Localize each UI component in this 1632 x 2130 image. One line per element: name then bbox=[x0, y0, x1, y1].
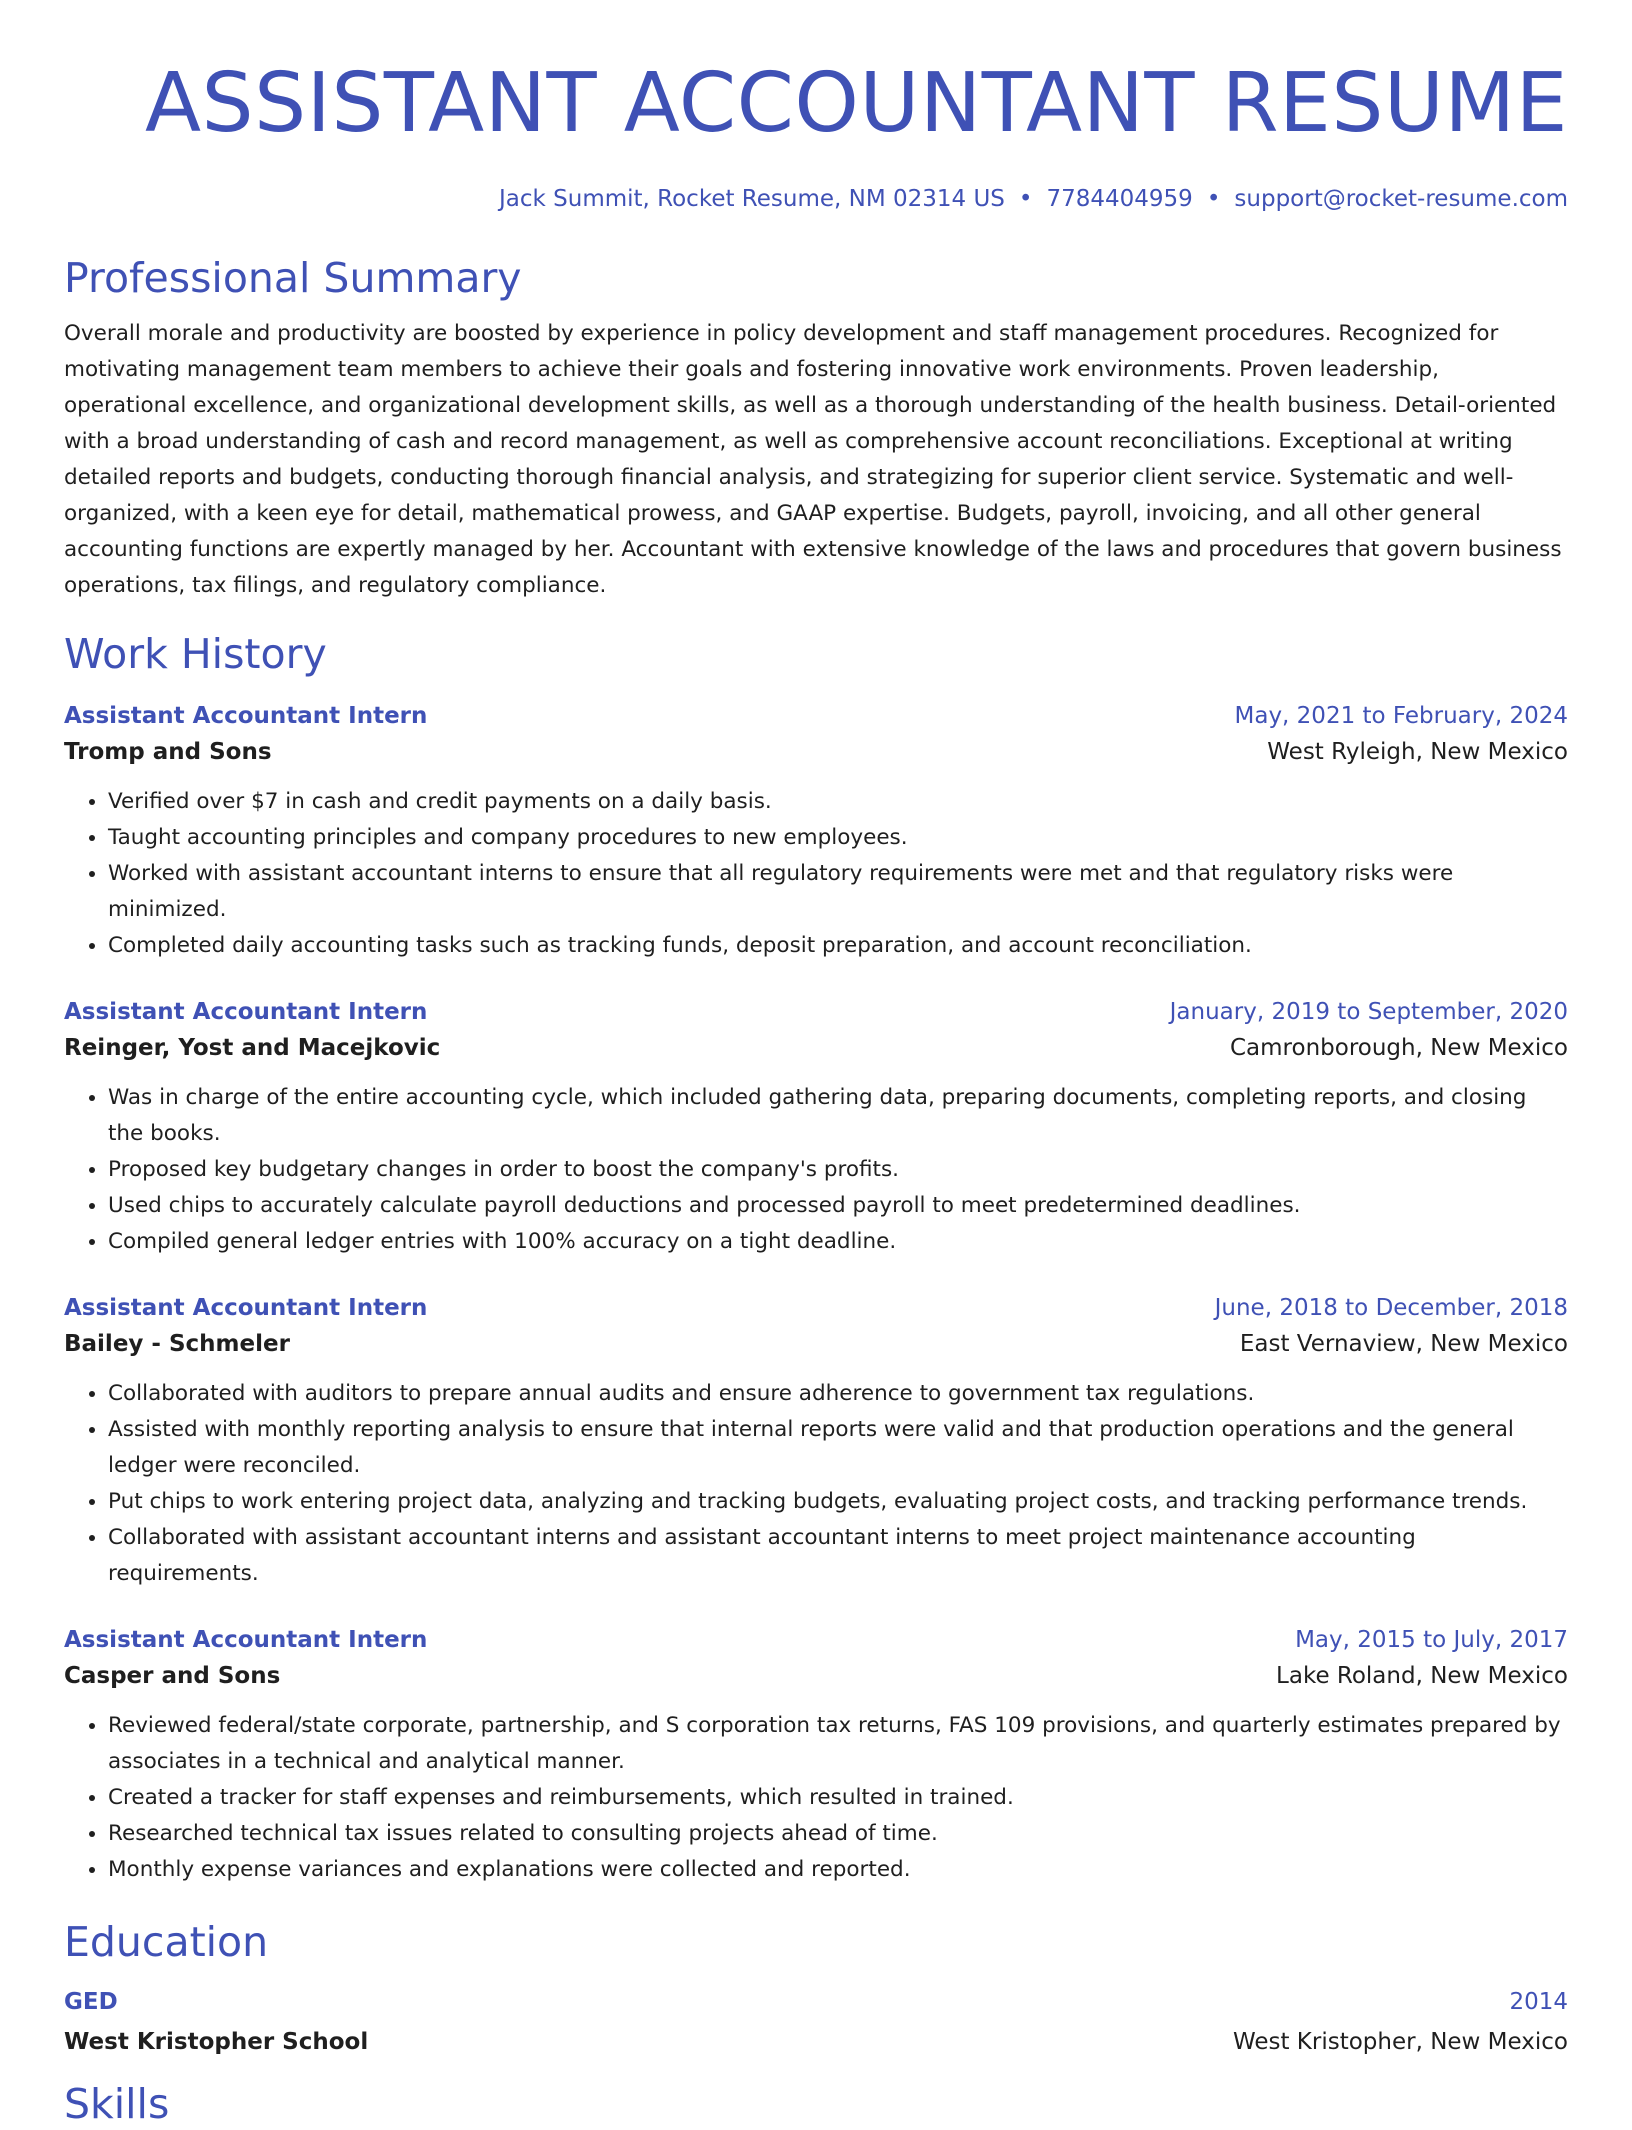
job-location: Lake Roland, New Mexico bbox=[1276, 1663, 1568, 1689]
job-title: Assistant Accountant Intern bbox=[64, 999, 428, 1025]
job-dates: May, 2021 to February, 2024 bbox=[1234, 703, 1568, 729]
job-location: East Vernaview, New Mexico bbox=[1239, 1331, 1568, 1357]
contact-line bbox=[64, 184, 1568, 214]
job-dates: May, 2015 to July, 2017 bbox=[1295, 1627, 1568, 1653]
company-name: Casper and Sons bbox=[64, 1663, 281, 1689]
job-bullet: • Researched technical tax issues related to consulting projects ahead of time. bbox=[108, 1816, 1568, 1852]
job-bullet: • Used chips to accurately calculate payroll deductions and processed payroll to meet predetermined deadlines. bbox=[108, 1188, 1568, 1224]
job-location: Camronborough, New Mexico bbox=[1229, 1035, 1568, 1061]
degree: GED bbox=[64, 1989, 118, 2015]
job-bullet: • Put chips to work entering project data, analyzing and tracking budgets, evaluating project costs, and tracking performance trends. bbox=[108, 1484, 1568, 1520]
job-bullets bbox=[64, 784, 1568, 964]
company-name: Reinger, Yost and Macejkovic bbox=[64, 1035, 441, 1061]
job-location: West Ryleigh, New Mexico bbox=[1267, 739, 1568, 765]
job-bullet: • Created a tracker for staff expenses and reimbursements, which resulted in trained. bbox=[108, 1780, 1568, 1816]
job-bullets bbox=[64, 1080, 1568, 1260]
job-entry bbox=[64, 698, 1568, 964]
job-entry bbox=[64, 1290, 1568, 1592]
section-heading-work-history: Work History bbox=[64, 630, 327, 678]
education-entry bbox=[64, 1982, 1568, 2062]
job-entry bbox=[64, 1622, 1568, 1888]
job-bullet: • Compiled general ledger entries with 100% accuracy on a tight deadline. bbox=[108, 1224, 1568, 1260]
school-location: West Kristopher, New Mexico bbox=[1232, 2029, 1568, 2055]
section-heading-summary: Professional Summary bbox=[64, 254, 522, 302]
job-title: Assistant Accountant Intern bbox=[64, 703, 428, 729]
section-heading-education: Education bbox=[64, 1918, 269, 1966]
job-dates: June, 2018 to December, 2018 bbox=[1214, 1295, 1568, 1321]
company-name: Tromp and Sons bbox=[64, 739, 272, 765]
job-bullet: • Reviewed federal/state corporate, partnership, and S corporation tax returns, FAS 109 provisions, and quarterly estimates prepared by associates in a technical and analytical manner. bbox=[108, 1708, 1568, 1780]
job-bullet: • Taught accounting principles and company procedures to new employees. bbox=[108, 820, 1568, 856]
job-bullet: • Worked with assistant accountant interns to ensure that all regulatory requirements were met and that regulatory risks were minimized. bbox=[108, 856, 1568, 928]
job-bullet: • Was in charge of the entire accounting cycle, which included gathering data, preparing documents, completing reports, and closing the books. bbox=[108, 1080, 1568, 1152]
company-name: Bailey - Schmeler bbox=[64, 1331, 290, 1357]
job-bullet: • Proposed key budgetary changes in order to boost the company's profits. bbox=[108, 1152, 1568, 1188]
job-entry bbox=[64, 994, 1568, 1260]
contact-email: support@rocket-resume.com bbox=[1234, 186, 1568, 212]
job-bullet: • Verified over $7 in cash and credit payments on a daily basis. bbox=[108, 784, 1568, 820]
school-name: West Kristopher School bbox=[64, 2029, 369, 2055]
job-bullet: • Collaborated with assistant accountant interns and assistant accountant interns to meet project maintenance accounting requirements. bbox=[108, 1520, 1568, 1592]
job-bullet: • Assisted with monthly reporting analysis to ensure that internal reports were valid and that production operations and the general ledger were reconciled. bbox=[108, 1412, 1568, 1484]
resume-title: ASSISTANT ACCOUNTANT RESUME bbox=[144, 56, 1568, 151]
education-year: 2014 bbox=[1509, 1989, 1568, 2015]
job-bullet: • Collaborated with auditors to prepare annual audits and ensure adherence to government tax regulations. bbox=[108, 1376, 1568, 1412]
contact-separator: • bbox=[1206, 186, 1221, 212]
job-bullet: • Monthly expense variances and explanations were collected and reported. bbox=[108, 1852, 1568, 1888]
job-bullet: • Completed daily accounting tasks such as tracking funds, deposit preparation, and account reconciliation. bbox=[108, 928, 1568, 964]
job-bullets bbox=[64, 1708, 1568, 1888]
summary-paragraph: Overall morale and productivity are boosted by experience in policy development and staff management procedures. Recognized for motivating management team members to achieve their goals and fostering innovative work environments. Proven leadership, operational excellence, and organizational development skills, as well as a thorough understanding of the health business. Detail-oriented with a broad understanding of cash and record management, as well as comprehensive account reconciliations. Exceptional at writing detailed reports and budgets, conducting thorough financial analysis, and strategizing for superior client service. Systematic and well-organized, with a keen eye for detail, mathematical prowess, and GAAP expertise. Budgets, payroll, invoicing, and all other general accounting functions are expertly managed by her. Accountant with extensive knowledge of the laws and procedures that govern business operations, tax filings, and regulatory compliance. bbox=[64, 321, 1562, 598]
contact-separator: • bbox=[1018, 186, 1033, 212]
job-bullets bbox=[64, 1376, 1568, 1592]
contact-address: Jack Summit, Rocket Resume, NM 02314 US bbox=[498, 186, 1005, 212]
contact-phone: 7784404959 bbox=[1046, 186, 1193, 212]
job-title: Assistant Accountant Intern bbox=[64, 1295, 428, 1321]
job-dates: January, 2019 to September, 2020 bbox=[1169, 999, 1568, 1025]
job-title: Assistant Accountant Intern bbox=[64, 1627, 428, 1653]
section-heading-skills: Skills bbox=[64, 2080, 170, 2128]
